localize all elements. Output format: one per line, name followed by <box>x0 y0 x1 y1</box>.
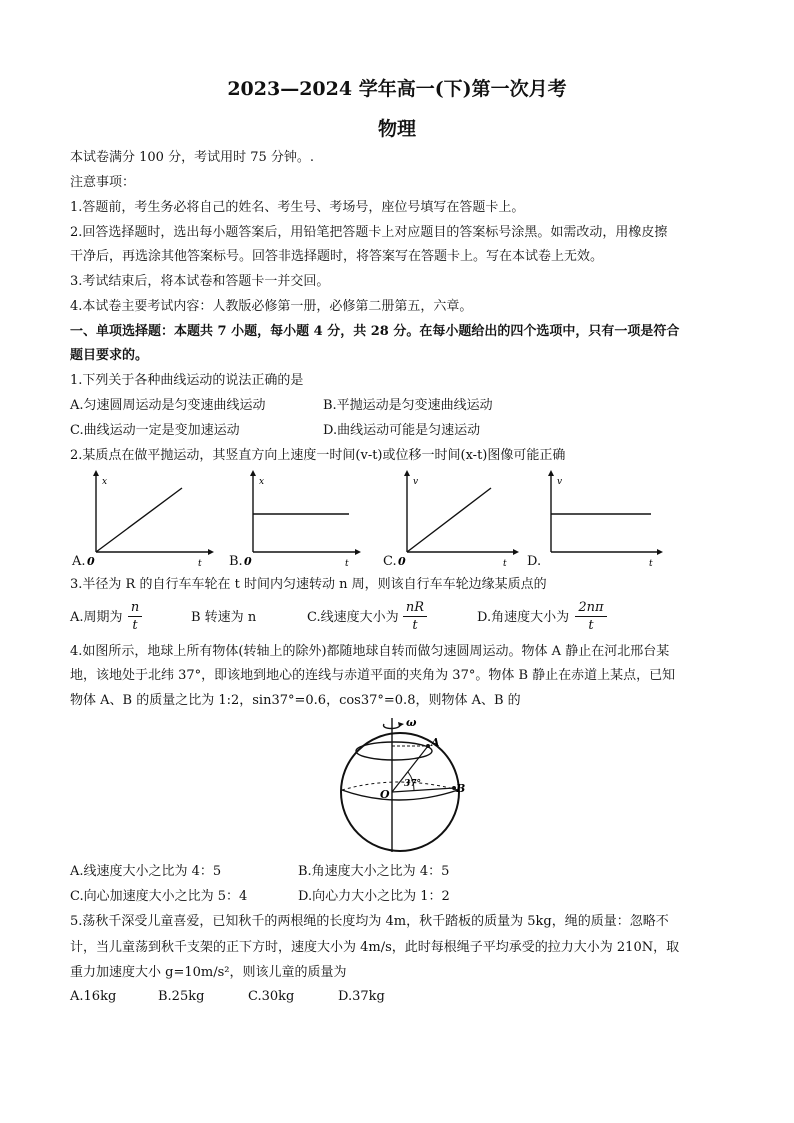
q3-d-denominator: t <box>588 618 594 633</box>
q3-option-b: B 转速为 n <box>191 610 257 625</box>
q2-graph-d-x-axis: t <box>649 559 653 569</box>
omega-label: ω <box>406 716 417 729</box>
q2-graph-c-label: C. <box>383 554 397 569</box>
q2-graph-b-x-axis: t <box>345 559 349 569</box>
section-heading-cont: 题目要求的。 <box>70 348 149 363</box>
notice-item-3: 3.考试结束后，将本试卷和答题卡一并交回。 <box>70 274 330 289</box>
q2-stem: 2.某质点在做平抛运动，其竖直方向上速度一时间(v-t)或位移一时间(x-t)图像可能正确 <box>70 448 566 463</box>
intro-line: 本试卷满分 100 分，考试用时 75 分钟。. <box>70 150 315 165</box>
notice-item-2-cont: 干净后，再选涂其他答案标号。回答非选择题时，将答案写在答题卡上。写在本试卷上无效。 <box>70 249 604 264</box>
q4-stem-line-3: 物体 A、B 的质量之比为 1:2，sin37°=0.6，cos37°=0.8，则物体 A、B 的 <box>70 693 521 708</box>
point-b-label: B <box>456 782 466 795</box>
angle-label: 37° <box>404 779 422 789</box>
q2-graph-a-origin: 0 <box>87 555 95 568</box>
q3-option-a: A.周期为 <box>70 610 123 625</box>
q1-option-d: D.曲线运动可能是匀速运动 <box>323 423 481 438</box>
q1-option-b: B.平抛运动是匀变速曲线运动 <box>323 398 493 413</box>
q2-graph-c-y-axis: v <box>413 477 419 487</box>
q5-option-d: D.37kg <box>338 989 385 1004</box>
earth-diagram <box>328 714 478 858</box>
q2-graph-b-label: B. <box>229 554 243 569</box>
q4-option-d: D.向心力大小之比为 1：2 <box>298 889 450 904</box>
q3-option-c-fraction <box>403 600 427 633</box>
q5-stem-line-2: 计，当儿童荡到秋千支架的正下方时，速度大小为 4m/s，此时每根绳子平均承受的拉力大小为 210N，取 <box>70 940 680 955</box>
exam-subject: 物理 <box>377 118 416 140</box>
q2-graph-b <box>241 470 361 572</box>
center-o-label: O <box>380 788 390 801</box>
notice-item-4: 4.本试卷主要考试内容：人教版必修第一册，必修第二册第五，六章。 <box>70 299 473 314</box>
q2-graph-b-origin: 0 <box>244 555 252 568</box>
notice-title: 注意事项： <box>70 175 136 190</box>
q1-stem: 1.下列关于各种曲线运动的说法正确的是 <box>70 373 304 388</box>
q4-option-a: A.线速度大小之比为 4：5 <box>70 864 222 879</box>
q3-option-c: C.线速度大小为 <box>307 610 399 625</box>
q3-option-a-fraction <box>128 600 142 633</box>
notice-item-1: 1.答题前，考生务必将自己的姓名、考生号、考场号，座位号填写在答题卡上。 <box>70 200 525 215</box>
q2-graph-a-x-axis: t <box>198 559 202 569</box>
q3-stem: 3.半径为 R 的自行车车轮在 t 时间内匀速转动 n 周，则该自行车车轮边缘某质点的 <box>70 577 547 592</box>
q2-graph-c-origin: 0 <box>398 555 406 568</box>
exam-title: 2023—2024 学年高一(下)第一次月考 <box>227 78 567 100</box>
q5-option-c: C.30kg <box>248 989 295 1004</box>
q2-graph-a-label: A. <box>72 554 86 569</box>
q3-c-denominator: t <box>412 618 418 633</box>
q3-a-numerator: n <box>130 600 140 615</box>
q3-d-numerator: 2nπ <box>578 600 604 615</box>
q1-option-c: C.曲线运动一定是变加速运动 <box>70 423 240 438</box>
q2-graph-b-y-axis: x <box>259 477 265 487</box>
q2-graph-a-y-axis: x <box>102 477 108 487</box>
q2-graph-d <box>539 470 663 572</box>
q4-option-b: B.角速度大小之比为 4：5 <box>298 864 450 879</box>
section-heading: 一、单项选择题：本题共 7 小题，每小题 4 分，共 28 分。在每小题给出的四个选项中，只有一项是符合 <box>70 324 680 339</box>
point-a-label: A <box>431 736 440 749</box>
q3-c-numerator: nR <box>405 600 425 615</box>
q3-option-d: D.角速度大小为 <box>477 610 570 625</box>
q1-option-a: A.匀速圆周运动是匀变速曲线运动 <box>70 398 266 413</box>
q3-a-denominator: t <box>132 618 138 633</box>
q2-graph-c-x-axis: t <box>503 559 507 569</box>
notice-item-2: 2.回答选择题时，选出每小题答案后，用铅笔把答题卡上对应题目的答案标号涂黑。如需改动，用橡皮擦 <box>70 225 668 240</box>
q3-option-d-fraction <box>575 600 607 633</box>
q2-graph-c <box>395 470 519 572</box>
q4-stem-line-1: 4.如图所示，地球上所有物体(转轴上的除外)都随地球自转而做匀速圆周运动。物体 A 静止在河北邢台某 <box>70 644 670 659</box>
q4-stem-line-2: 地，该地处于北纬 37°，即该地到地心的连线与赤道平面的夹角为 37°。物体 B 静止在赤道上某点，已知 <box>70 668 676 683</box>
q2-graph-d-y-axis: v <box>557 477 563 487</box>
q5-stem-line-3: 重力加速度大小 g=10m/s²，则该儿童的质量为 <box>70 965 347 980</box>
q5-option-b: B.25kg <box>158 989 205 1004</box>
q4-option-c: C.向心加速度大小之比为 5：4 <box>70 889 248 904</box>
q5-stem-line-1: 5.荡秋千深受儿童喜爱，已知秋千的两根绳的长度均为 4m，秋千踏板的质量为 5kg，绳的质量：忽略不 <box>70 914 669 929</box>
q5-option-a: A.16kg <box>70 989 117 1004</box>
q2-graph-a <box>84 470 214 572</box>
q2-graph-d-label: D. <box>527 554 542 569</box>
